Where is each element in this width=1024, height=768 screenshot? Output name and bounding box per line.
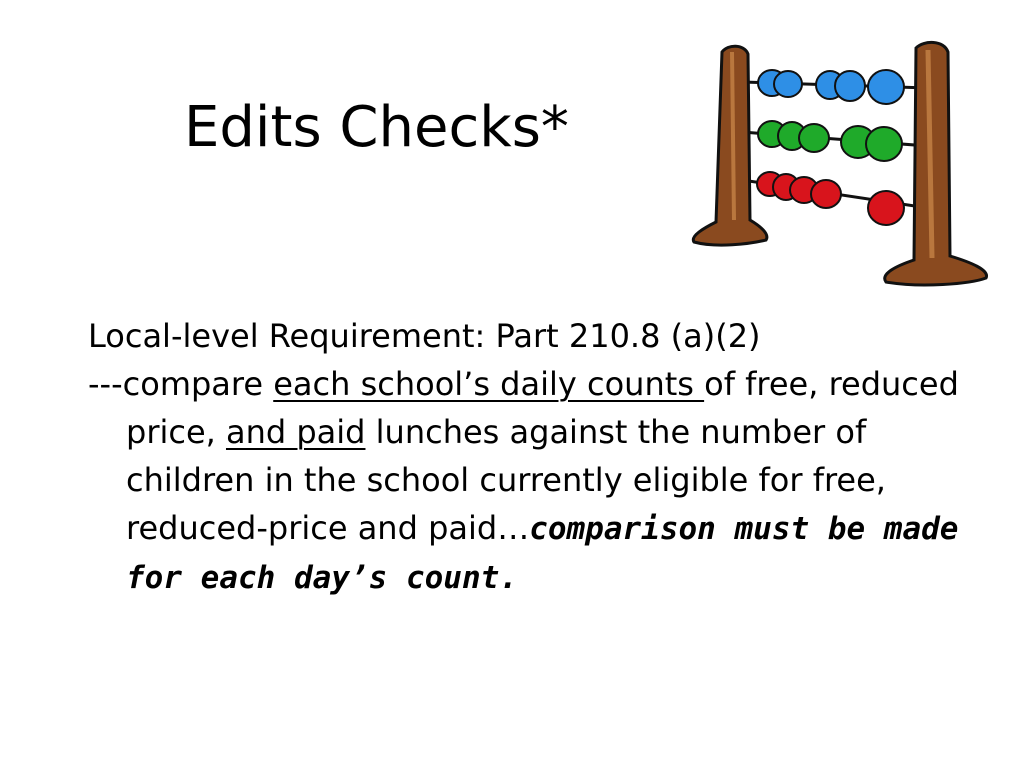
abacus-icon: [680, 30, 1000, 300]
detail-emphasis: comparison must be made for each day’s count.: [126, 511, 959, 596]
detail-underline-daily-counts: each school’s daily counts: [273, 365, 705, 403]
requirement-line: Local-level Requirement: Part 210.8 (a)(2): [88, 317, 761, 355]
requirement-detail: [88, 360, 968, 602]
detail-underline-and-paid: and paid: [225, 413, 366, 451]
body-text: [88, 312, 968, 602]
detail-text-2: lunches against the number of children in the school currently eligible for free, reduced-price and paid…: [126, 413, 886, 547]
detail-prefix: ---compare: [88, 365, 274, 403]
slide-title: Edits Checks*: [184, 95, 569, 160]
blue-beads: [758, 70, 904, 104]
green-beads: [758, 121, 902, 161]
red-beads: [757, 172, 904, 225]
detail-text-1: of free, reduced price,: [126, 365, 959, 451]
